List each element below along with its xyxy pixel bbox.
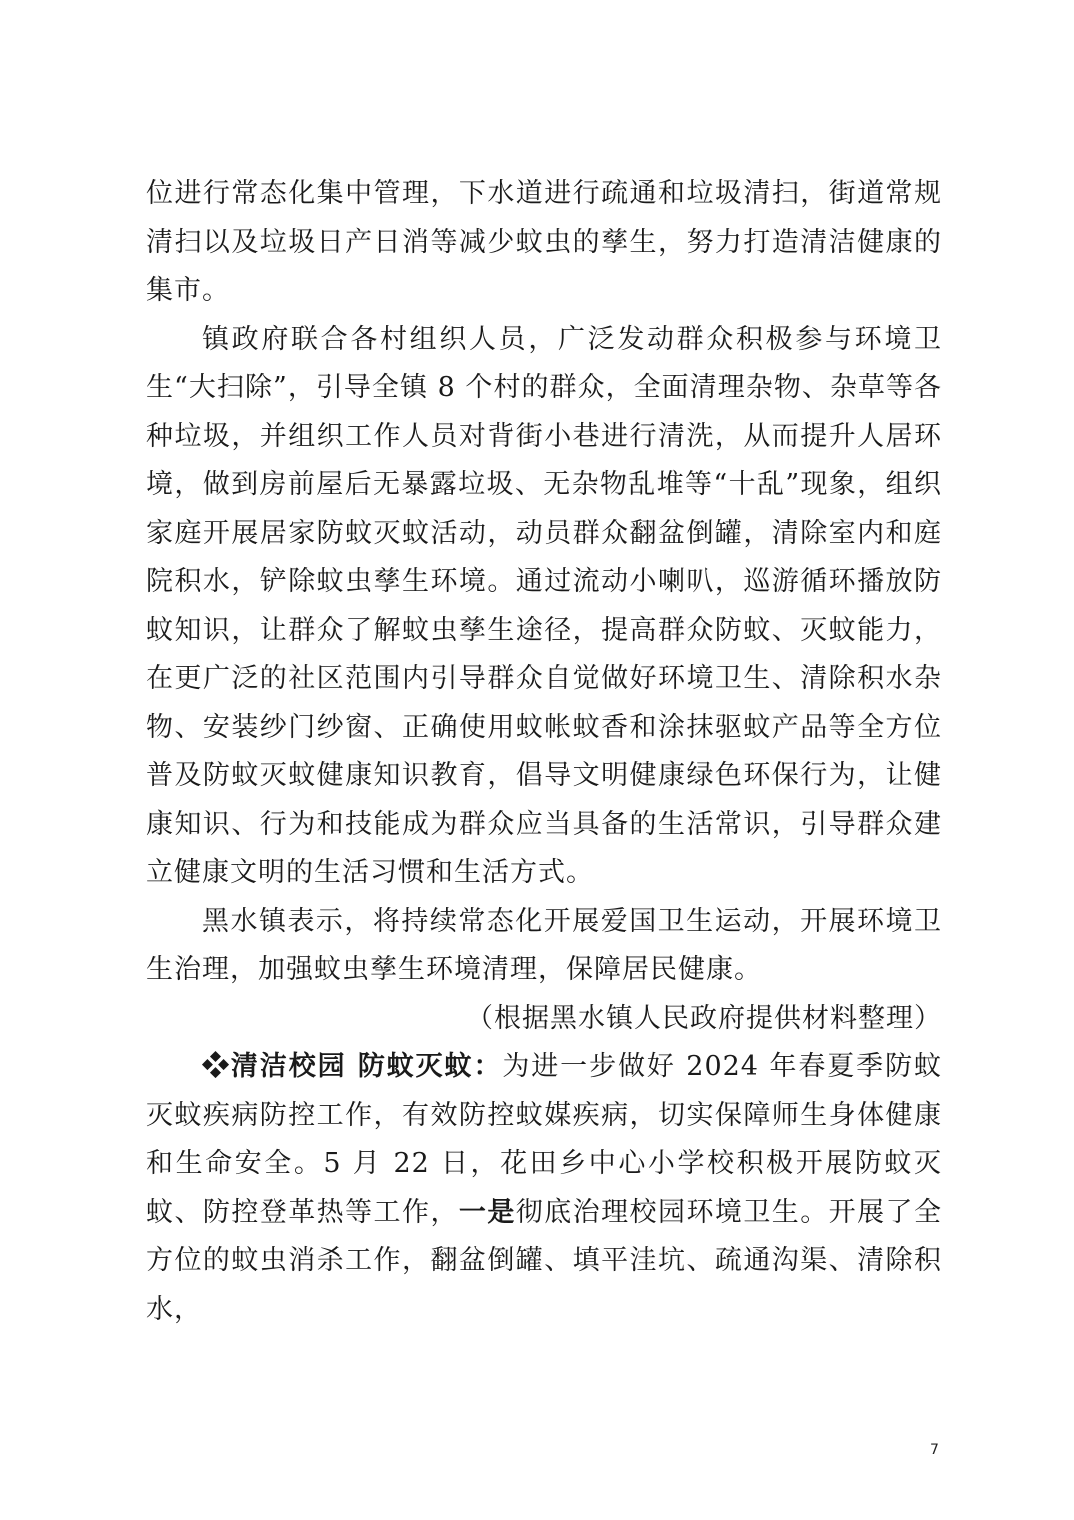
document-body [146,170,942,1334]
page-number: 7 [930,1442,939,1458]
paragraph-school-campaign [146,1043,942,1334]
diamond-bullet-icon: ❖ [202,1051,231,1082]
paragraph-text-continued: 彻底治理校园环境卫生。开展了全方位的蚊虫消杀工作，翻盆倒罐、填平洼坑、疏通沟渠、清除积水， [146,1196,943,1325]
paragraph-market-cleanup: 位进行常态化集中管理，下水道进行疏通和垃圾清扫，街道常规清扫以及垃圾日产日消等减少蚊虫的孳生，努力打造清洁健康的集市。 [146,178,942,306]
section-heading: 清洁校园 防蚊灭蚊： [230,1051,503,1082]
paragraph-town-statement: 黑水镇表示，将持续常态化开展爱国卫生运动，开展环境卫生治理，加强蚊虫孳生环境清理，保障居民健康。 [146,905,942,985]
paragraph-text: 为进一步做好 2024 年春夏季防蚊灭蚊疾病防控工作，有效防控蚊媒疾病，切实保障师生身体健康和生命安全。5 月 22 日，花田乡中心小学校积极开展防蚊灭蚊、防控登革热等工作， [146,1051,942,1228]
source-attribution: （根据黑水镇人民政府提供材料整理） [466,1002,942,1034]
paragraph-town-campaign: 镇政府联合各村组织人员，广泛发动群众积极参与环境卫生“大扫除”，引导全镇 8 个村的群众，全面清理杂物、杂草等各种垃圾，并组织工作人员对背街小巷进行清洗，从而提升人居环境，做到房前屋后无暴露垃圾、无杂物乱堆等“十乱”现象，组织家庭开展居家防蚊灭蚊活动，动员群众翻盆倒罐，清除室内和庭院积水，铲除蚊虫孳生环境。通过流动小喇叭，巡游循环播放防蚊知识，让群众了解蚊虫孳生途径，提高群众防蚊、灭蚊能力，在更广泛的社区范围内引导群众自觉做好环境卫生、清除积水杂物、安装纱门纱窗、正确使用蚊帐蚊香和涂抹驱蚊产品等全方位普及防蚊灭蚊健康知识教育，倡导文明健康绿色环保行为，让健康知识、行为和技能成为群众应当具备的生活常识，引导群众建立健康文明的生活习惯和生活方式。 [146,323,942,888]
inline-emphasis: 一是 [458,1196,516,1228]
